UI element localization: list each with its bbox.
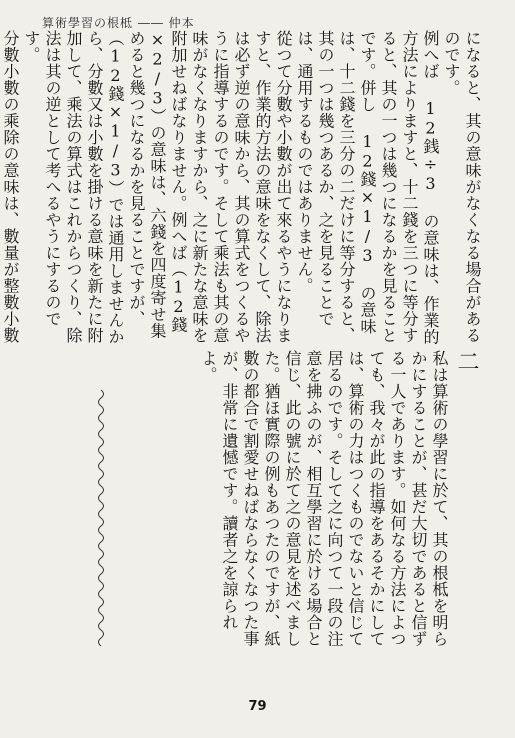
paragraph: になると、其の意味がなくなる場合があるのです。	[442, 30, 482, 344]
paragraph: 從つて分數や小數が出て來るやうになりますと、作業的方法の意味をなくして、除法は必ず逆の意味から、其の算式をつくるやうに指導するのです。そして乘法も其の意味がなくなりますから、之に新たな意味を附加せねばなりません。例へば（12錢×2/3）の意味は、六錢を四度寄せ集めると幾つになるかを見ることですが、（12錢×1/3）では通用しませんから、分數又は小數を掛ける意味を新たに附加して、乘法の算式はこれからつくり、除法は其の逆として考へるやうにするのです。	[22, 30, 293, 345]
section-heading: 二	[454, 350, 479, 380]
paragraph: 分數小數の乘除の意味は、數量が整數小數	[1, 30, 20, 344]
page-number: 79	[248, 699, 267, 714]
paragraph: 私は算術の學習に於て、其の根柢を明らかにすることが、甚だ大切であると信ずる一人であります。如何なる方法によつても、我々が此の指導をあるそかにしては、算術の力はつくものでないと信じて居るのです。そして之に向つて一段の注意を拂ふのが、相互學習に於ける場合と信じ、此の號に於て之の意見を述べました。猶ほ實際の例もあつたのですが、紙數の都合で割愛せねばならなくなつた事が、非常に遺憾です。讀者之を諒られよ。	[199, 350, 449, 647]
paragraph: 例へば 12銭÷3 の意味は、作業的方法によりますと、十二錢を三つに等分すると、其の一つは幾つになるかを見ることです。併し 12錢×1/3 の意味は、十二錢を三分の二だけに等分すると、其の一つは幾つあるか、之を見ることでは、通用するものではありません。	[295, 30, 440, 345]
upper-text-block	[1, 30, 483, 348]
wavy-divider	[86, 390, 116, 652]
running-header: 算術學習の根柢 ―― 仲本	[42, 16, 195, 30]
